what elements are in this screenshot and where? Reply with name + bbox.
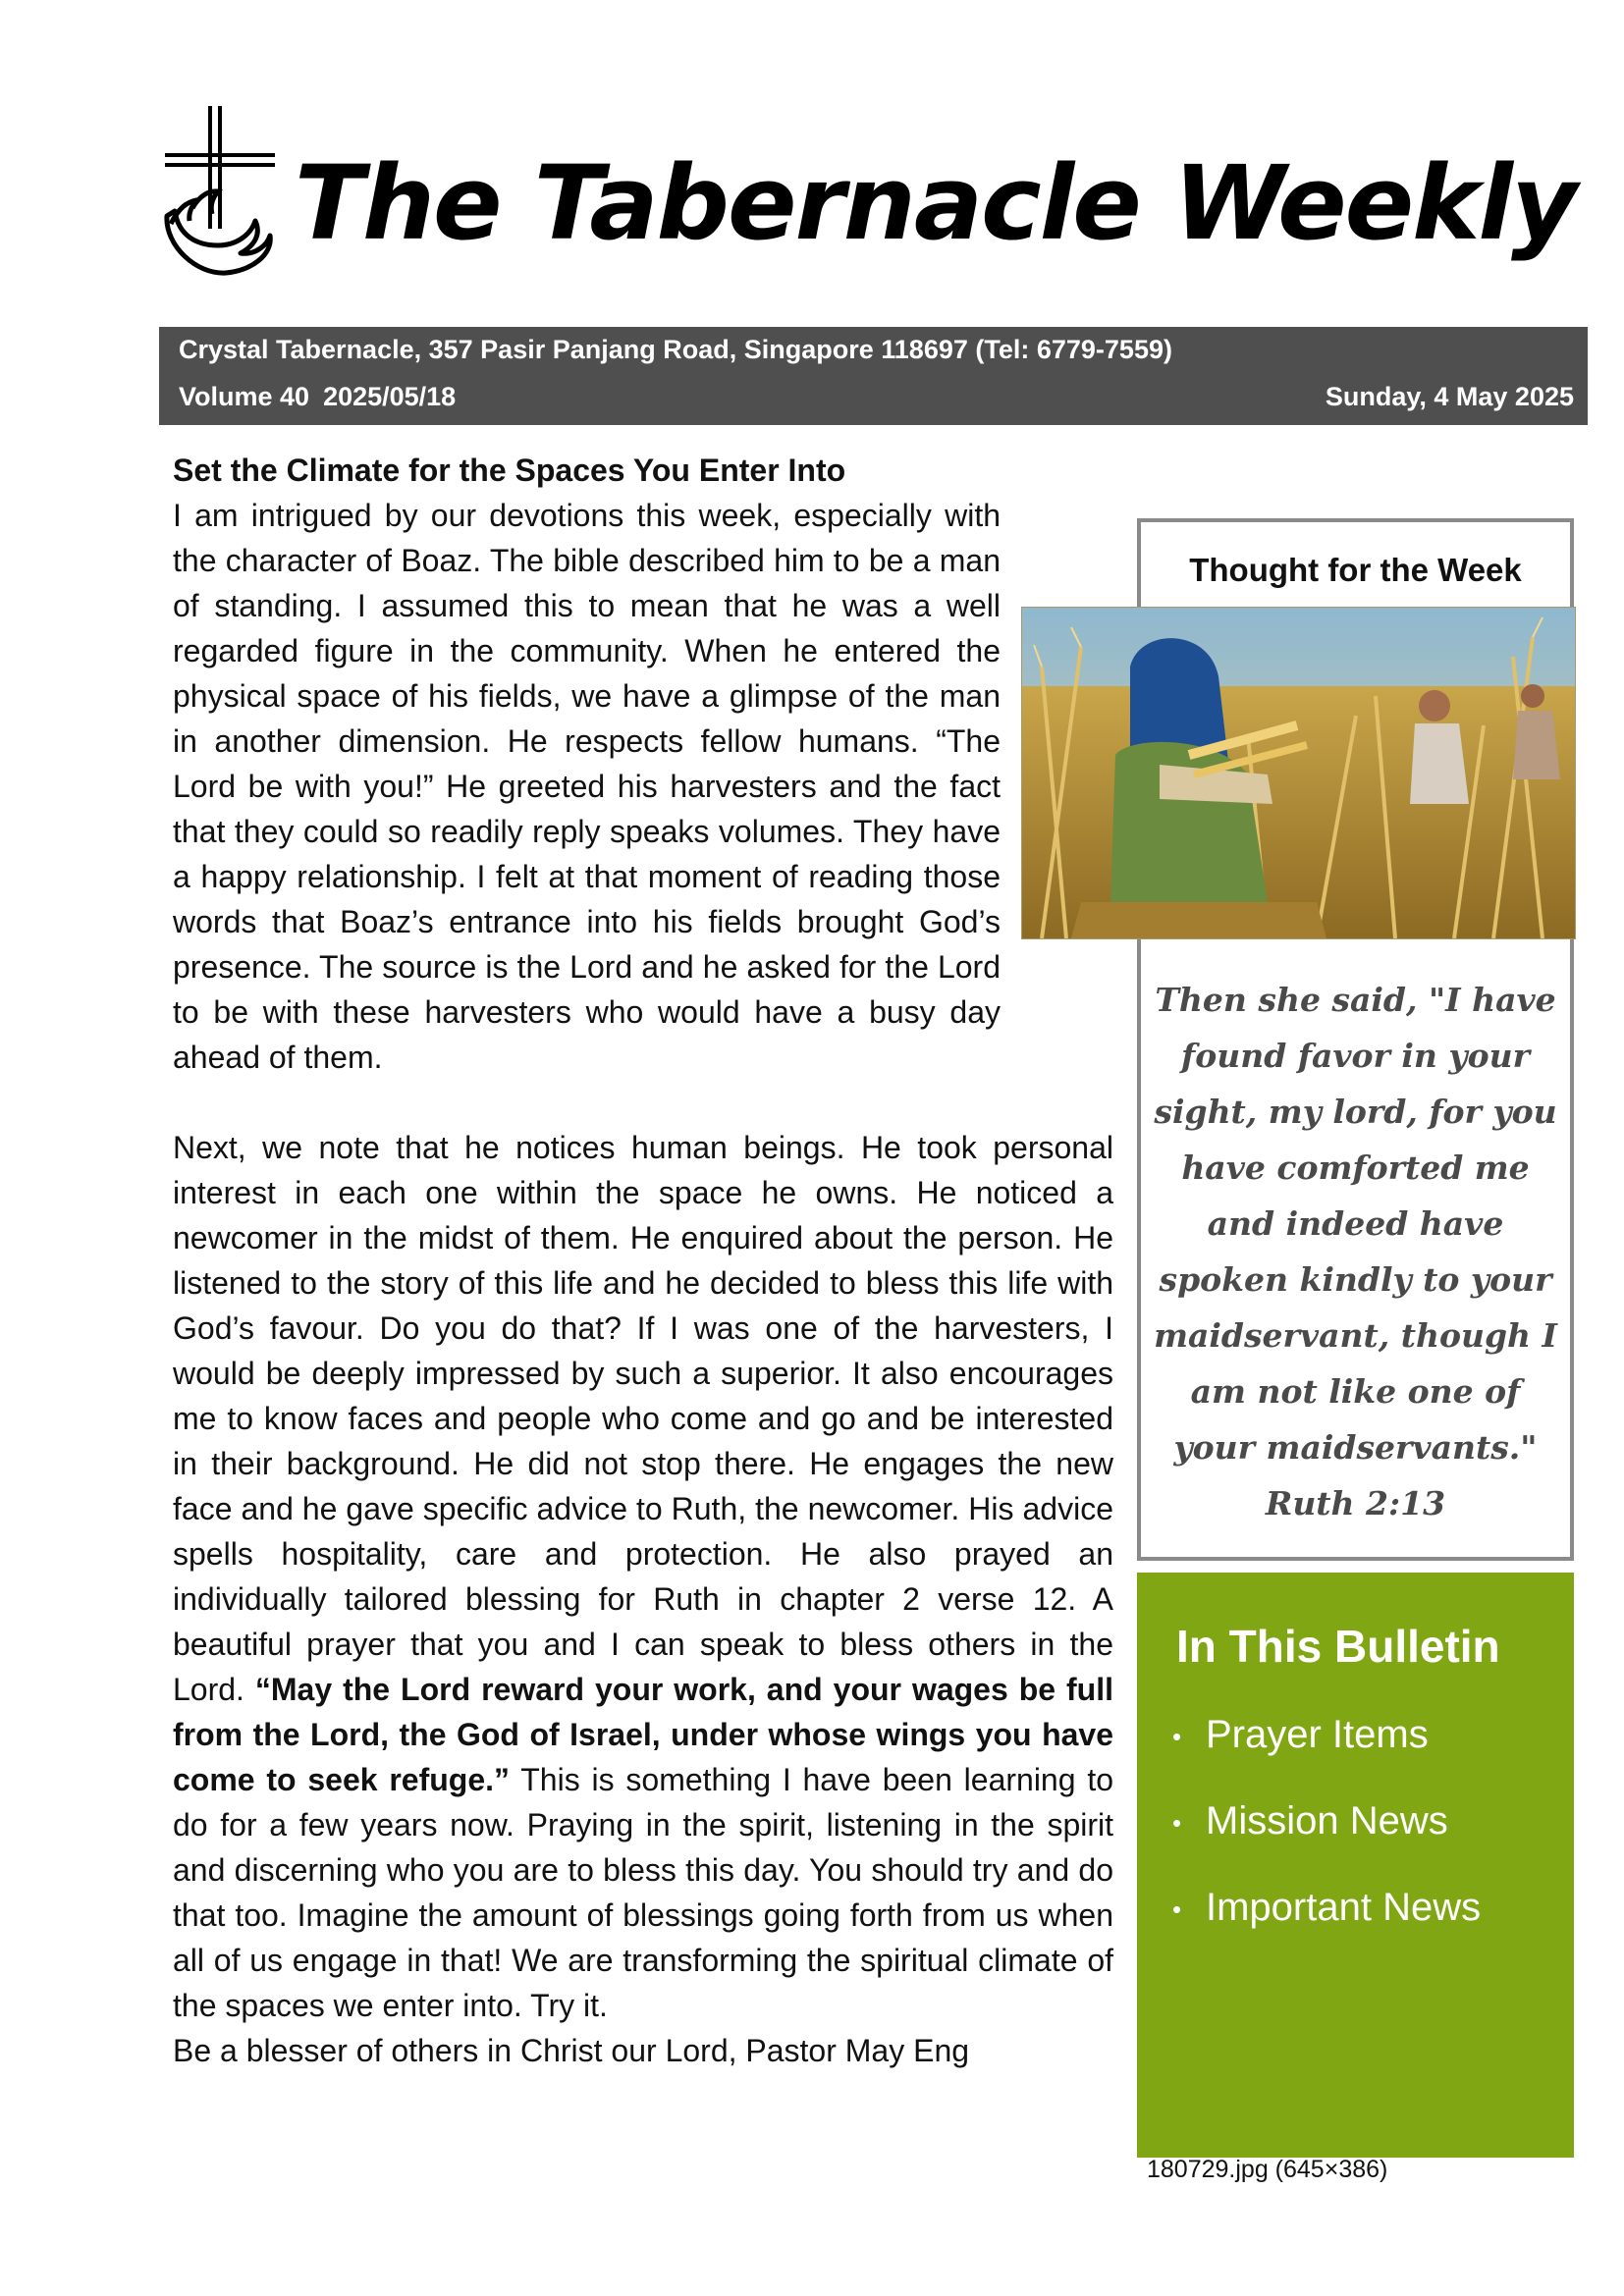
- issue-code: 2025/05/18: [323, 382, 457, 411]
- article-paragraph-2-start: Next, we note that he notices human beings. He took personal interest in each one within the space he owns. He noticed a newcomer in the midst of them. He enquired about the person. He listened to the story of this life and he decided to bless this life with God’s favour. Do you do that? If I was one of the harvesters, I would be deeply impressed by such a superior. It also encourages me to know faces and people who come and go and be interested in their background. He did not stop there. He engages the new face and he gave specific advice to Ruth, the newcomer. His advice spells hospitality, care and protection. He also prayed an individually tailored blessing for Ruth in chapter 2 verse 12. A beautiful prayer that you and I can speak to bless others in the Lord.: [173, 1130, 1113, 1707]
- issue-date: Sunday, 4 May 2025: [1325, 382, 1574, 411]
- article-signoff: Be a blesser of others in Christ our Lord, Pastor May Eng: [173, 2033, 970, 2068]
- verse-text: Then she said, "I have found favor in your sight, my lord, for you have comforted me and indeed have spoken kindly to your maidservant, though I am not like one of your maidservants.": [1154, 981, 1557, 1467]
- scripture-verse: [1147, 972, 1564, 1531]
- bulletin-list: [1172, 1710, 1481, 1969]
- thought-title: Thought for the Week: [1189, 552, 1522, 588]
- verse-reference: Ruth 2:13: [1265, 1484, 1446, 1522]
- article-title: Set the Climate for the Spaces You Enter Into: [173, 453, 846, 488]
- issue-info-row: [179, 382, 1574, 412]
- blessing-quote: “May the Lord reward your work, and your wages be full from the Lord, the God of Israel, under whose wings you have come to seek refuge.”: [173, 1672, 1114, 1797]
- newsletter-title: The Tabernacle Weekly: [295, 143, 1576, 263]
- ruth-gleaning-painting: [1021, 607, 1576, 939]
- bullet-icon: •: [1172, 1808, 1182, 1839]
- bulletin-item-important-news[interactable]: • Important News: [1172, 1883, 1481, 1969]
- bullet-icon: •: [1172, 1722, 1182, 1752]
- masthead: [157, 98, 1576, 285]
- bulletin-item-prayer-items[interactable]: • Prayer Items: [1172, 1710, 1481, 1796]
- church-address: Crystal Tabernacle, 357 Pasir Panjang Road, Singapore 118697 (Tel: 6779-7559): [179, 335, 1172, 364]
- article-paragraph-2: [173, 1125, 1113, 2028]
- article-paragraph-2-end: This is something I have been learning to do for a few years now. Praying in the spirit, listening in the spirit and discerning who you are to bless this day. You should try and do that too. Imagine the amount of blessings going forth from us when all of us engage in that! We are transforming the spiritual climate of the spaces we enter into. Try it.: [173, 1762, 1114, 2023]
- volume-number: Volume 40: [179, 382, 310, 411]
- bulletin-title: In This Bulletin: [1176, 1621, 1500, 1672]
- in-this-bulletin-panel: [1137, 1573, 1574, 2158]
- bulletin-item-mission-news[interactable]: • Mission News: [1172, 1796, 1481, 1883]
- bullet-icon: •: [1172, 1895, 1182, 1925]
- cross-and-dove-icon: [157, 98, 285, 285]
- article-paragraph-1: I am intrigued by our devotions this week, especially with the character of Boaz. The bible described him to be a man of standing. I assumed this to mean that he was a well regarded figure in the community. When he entered the physical space of his fields, we have a glimpse of the man in another dimension. He respects fellow humans. “The Lord be with you!” He greeted his harvesters and the fact that they could so readily reply speaks volumes. They have a happy relationship. I felt at that moment of reading those words that Boaz’s entrance into his fields brought God’s presence. The source is the Lord and he asked for the Lord to be with these harvesters who would have a busy day ahead of them.: [173, 498, 1001, 1075]
- pastoral-article: [173, 448, 1113, 2073]
- info-bar: [159, 327, 1588, 425]
- image-caption: 180729.jpg (645×386): [1147, 2156, 1388, 2183]
